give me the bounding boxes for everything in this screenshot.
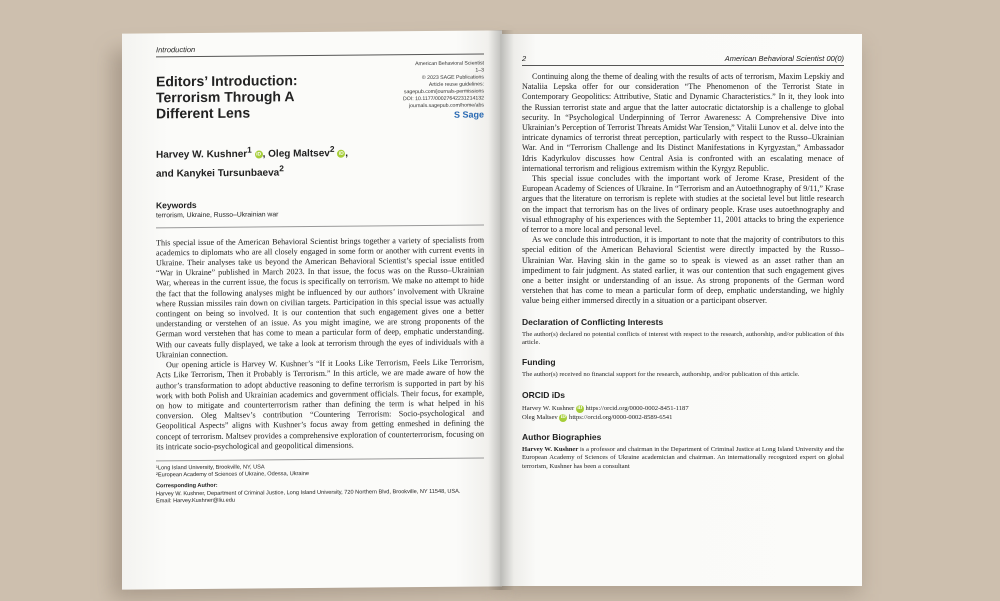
sage-logo: S Sage <box>453 109 484 120</box>
article-title: Editors’ Introduction: Terrorism Through A Different Lens <box>156 72 298 122</box>
conflict-heading: Declaration of Conflicting Interests <box>522 316 664 327</box>
keywords-heading: Keywords <box>156 199 197 211</box>
affiliation-1: ¹Long Island University, Brookville, NY, USA <box>156 464 265 472</box>
journal-info <box>364 60 484 119</box>
paragraph: Continuing along the theme of dealing with the results of acts of terrorism, Maxim Lepskiy and Nataliia Lepska offer for our consideration “The Phenomenon of the Terrorist State in Contemporary Geopolitics: Attributive, Static and Dynamic Characteristics.” In it, they look into the Russian terrorist state and argue that the latter autocratic dictatorship is a challenge to global security. In “Psychological Underpinning of Terror Awareness: A Comprehensive Dive into Ukrainian’s Perception of Terrorist Threats Amidst War Tension,” Vitalii Lunov et al. delve into the intricate dynamics of terrorist threat perception, particularly with respect to the Russo–Ukrainian War. And in “Terrorism Challenge and Its Distinct Manifestations in Kyrgyzstan,” Ambassador Idris Kadyrkulov discusses how Central Asia is confronted with an escalating menace of international terrorism and religious extremism within the Kyrgyz Republic. <box>522 72 844 173</box>
right-page <box>500 34 862 586</box>
orcid-link[interactable]: https://orcid.org/0000-0002-8451-1187 <box>585 404 689 412</box>
journal-pages: 1–3 <box>475 67 484 74</box>
footnotes <box>156 457 484 505</box>
running-head-right <box>522 54 844 66</box>
paragraph: As we conclude this introduction, it is important to note that the majority of contributors to this special edition of the American Behavioral Scientist were directly impacted by the Russo–Ukrainian War. Having skin in the game so to speak is viewed as an asset rather than an impediment to fair judgment. As stated earlier, it was our contention that such engagement gives one a better insight or understanding of an issue. As strong proponents of the German word verstehen that has come to mean a particular form of deep, emphatic understanding, we highly value being either immersed directly in a situation or a participant observer. <box>522 235 844 306</box>
journal-running-title: American Behavioral Scientist 00(0) <box>724 54 844 63</box>
sage-s-icon: S <box>453 109 460 120</box>
running-head-left: Introduction <box>156 42 484 57</box>
orcid-link[interactable]: https://orcid.org/0000-0002-8589-6541 <box>569 413 673 421</box>
corresponding-author-heading: Corresponding Author: <box>156 483 218 490</box>
page-number: 2 <box>522 54 527 63</box>
journal-reuse: Article reuse guidelines: <box>428 81 484 88</box>
journal-doi[interactable]: DOI: 10.1177/00027642231214132 <box>403 95 484 103</box>
author-list: Harvey W. Kushner$^1$ iD , Oleg Maltsev$^2$ iD , and Kanykei Tursunbaeva$^2$ <box>156 143 349 181</box>
journal-reuse-url[interactable]: sagepub.com/journals-permissions <box>403 88 484 96</box>
conflict-text: The author(s) declared no potential conflicts of interest with respect to the research, authorship, and/or publication of this article. <box>522 330 844 347</box>
orcid-icon[interactable]: iD <box>256 151 262 158</box>
journal-home-url[interactable]: journals.sagepub.com/home/abs <box>409 102 484 110</box>
paragraph: Our opening article is Harvey W. Kushner’s “If it Looks Like Terrorism, Feels Like Terrorism, Acts Like Terrorism, Then it Probably is Terrorism.” In this article, we are made aware of how the author’s transformation to adopt abductive reasoning to define terrorism is supported in part by his work with both Polish and Ukrainian academics and government officials. Their focus, for example, on how to mitigate and counterterrorism rather than defining the term is what helped in his conversion. Oleg Maltsev’s contribution “Countering Terrorism: Socio-psychological and Geopolitical Aspects” aligns with Kushner’s focus away from getting enmeshed in defining the concept of terrorism. Maltsev provides a comprehensive exploration of counterterrorism, focusing on its intricate socio-psychological and geopolitical dimensions. <box>156 357 484 452</box>
orcid-icon: iD <box>560 414 566 420</box>
orcid-entry: Oleg Maltsev iD https://orcid.org/0000-0002-8589-6541 <box>522 413 673 421</box>
paragraph: This special issue of the American Behavioral Scientist brings together a variety of specialists from academics to diplomats who are all closely engaged in some form or another with current events in Ukraine. Their analyses take us beyond the American Behavioral Scientist’s special issue entitled “War in Ukraine” published in March 2023. In that issue, the focus was on the Russo–Ukrainian War, whereas in the current issue, the focus is specifically on terrorism. We make no attempt to hide the fact that the following analyses might be influenced by our authors’ involvement with Ukraine where Russian missiles rain down on civilian targets. Participation in this special issue was actually contingent on being so involved. It is our contention that such engagement gives one a better understanding or verstehen of an issue. As you might imagine, we are strong proponents of the German word verstehen that has come to mean a particular form of deep, emphatic understanding. With our caveats fully displayed, we take a look at terrorism through the eyes of individuals with a Ukrainian connection. <box>156 235 484 360</box>
left-body-text <box>156 235 484 452</box>
author-kushner[interactable]: Harvey W. Kushner <box>156 148 248 161</box>
orcid-heading: ORCID iDs <box>522 389 565 400</box>
author-maltsev[interactable]: Oleg Maltsev <box>268 148 330 160</box>
orcid-entry: Harvey W. Kushner iD https://orcid.org/0000-0002-8451-1187 <box>522 404 689 412</box>
orcid-icon: iD <box>577 405 583 411</box>
journal-copyright: © 2023 SAGE Publications <box>421 74 484 82</box>
journal-name: American Behavioral Scientist <box>415 60 484 68</box>
paragraph: This special issue concludes with the important work of Jerome Krase, President of the European Academy of Sciences of Ukraine. In “Terrorism and an Autoethnography of 9/11,” Krase argues that the literature on terrorism is replete with studies at the societal level but little research on the impact that terrorism has on the lives of ordinary people. Krase uses autoethnography and visual ethnography of his experiences with the September 11, 2001 attacks to bring the experience of terror to a more local and personal level. <box>522 174 844 235</box>
orcid-icon[interactable]: iD <box>338 151 344 158</box>
author-tursunbaeva[interactable]: Kanykei Tursunbaeva <box>176 167 280 180</box>
corresponding-author-address: Harvey W. Kushner, Department of Criminal Justice, Long Island University, 720 Northern Blvd, Brookville, NY 11548, USA. <box>156 488 461 497</box>
funding-heading: Funding <box>522 357 556 368</box>
bio-heading: Author Biographies <box>522 431 602 442</box>
affiliation-2: ²European Academy of Sciences of Ukraine, Odessa, Ukraine <box>156 471 309 479</box>
funding-text: The author(s) received no financial support for the research, authorship, and/or publication of this article. <box>522 371 800 379</box>
right-body-text <box>522 72 844 307</box>
left-page <box>122 30 502 589</box>
bio-text: Harvey W. Kushner is a professor and chairman in the Department of Criminal Justice at Long Island University and the European Academy of Sciences of Ukraine academician and chairman. An internationally recognized expert on global terrorism, Kushner has been a consultant <box>522 445 844 470</box>
corresponding-author-email[interactable]: Email: Harvey.Kushner@liu.edu <box>156 497 235 505</box>
keywords-list: terrorism, Ukraine, Russo–Ukrainian war <box>156 209 484 228</box>
